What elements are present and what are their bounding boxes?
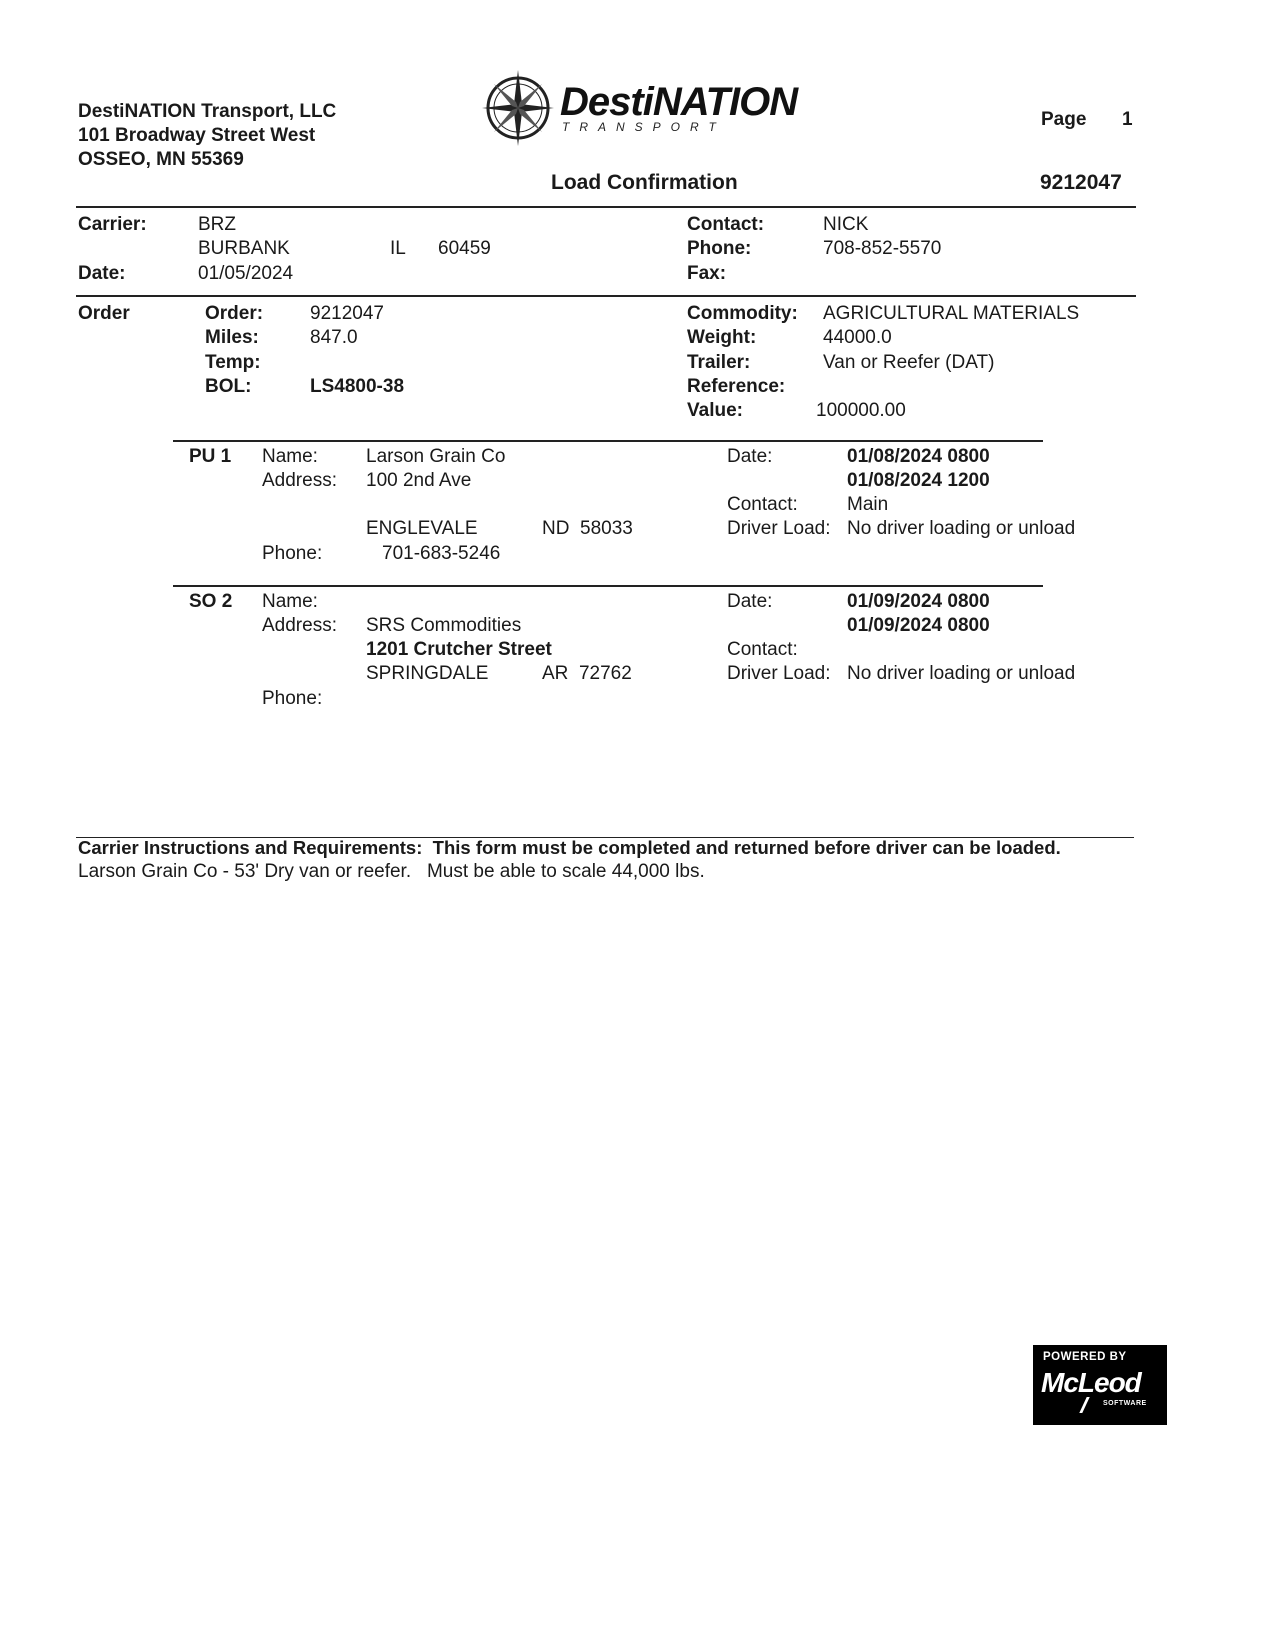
stop-state-zip: AR 72762	[542, 663, 632, 684]
stop-name-label: Name:	[262, 591, 318, 612]
stop-phone-label: Phone:	[262, 688, 323, 709]
instructions-text: Larson Grain Co - 53' Dry van or reefer. Must be able to scale 44,000 lbs.	[78, 861, 705, 882]
stop-name-label: Name:	[262, 446, 318, 467]
stop-code: PU 1	[189, 446, 232, 467]
stop-address-line2: 1201 Crutcher Street	[366, 639, 552, 660]
carrier-name: BRZ	[198, 214, 236, 235]
miles-label: Miles:	[205, 327, 259, 348]
stop-driver-load: No driver loading or unload	[847, 518, 1076, 539]
stop-address-line1: SRS Commodities	[366, 615, 522, 636]
order-number: 9212047	[310, 303, 384, 324]
stop-divider	[173, 585, 1043, 587]
stop-address-line1: 100 2nd Ave	[366, 470, 472, 491]
value-amount: 100000.00	[816, 400, 906, 421]
badge-powered-by: POWERED BY	[1043, 1351, 1127, 1363]
stop-state-zip: ND 58033	[542, 518, 633, 539]
company-logo	[478, 66, 818, 156]
logo-wordmark: DestiNATION	[560, 80, 798, 124]
trailer-value: Van or Reefer (DAT)	[823, 352, 995, 373]
stop-contact: Main	[847, 494, 889, 515]
stop-driver-load-label: Driver Load:	[727, 663, 831, 684]
document-title: Load Confirmation	[551, 171, 738, 194]
stop-address-label: Address:	[262, 470, 337, 491]
carrier-city: BURBANK	[198, 238, 290, 259]
weight-label: Weight:	[687, 327, 757, 348]
stop-divider	[173, 440, 1043, 442]
company-city-state-zip: OSSEO, MN 55369	[78, 149, 244, 170]
instructions-heading: Carrier Instructions and Requirements: This form must be completed and returned before driver can be loaded.	[78, 837, 1061, 858]
stop-date-end: 01/08/2024 1200	[847, 470, 990, 491]
stop-date-start: 01/08/2024 0800	[847, 446, 990, 467]
document-number: 9212047	[1040, 171, 1122, 194]
company-street: 101 Broadway Street West	[78, 125, 316, 146]
stop-contact-label: Contact:	[727, 494, 798, 515]
trailer-label: Trailer:	[687, 352, 751, 373]
bol-value: LS4800-38	[310, 376, 405, 397]
badge-brand: McLeod	[1041, 1367, 1141, 1398]
badge-slash	[1079, 1397, 1089, 1413]
carrier-date: 01/05/2024	[198, 263, 294, 284]
bol-label: BOL:	[205, 376, 252, 397]
stop-phone: 701-683-5246	[382, 543, 501, 564]
carrier-fax-label: Fax:	[687, 263, 727, 284]
stop-driver-load: No driver loading or unload	[847, 663, 1076, 684]
stop-name: Larson Grain Co	[366, 446, 506, 467]
stop-contact-label: Contact:	[727, 639, 798, 660]
stop-address-label: Address:	[262, 615, 337, 636]
stop-date-label: Date:	[727, 446, 773, 467]
stop-date-label: Date:	[727, 591, 773, 612]
temp-label: Temp:	[205, 352, 261, 373]
carrier-label: Carrier:	[78, 214, 147, 235]
stop-date-start: 01/09/2024 0800	[847, 591, 990, 612]
stop-phone-label: Phone:	[262, 543, 323, 564]
logo-subtext: TRANSPORT	[562, 120, 726, 134]
carrier-state: IL	[390, 238, 406, 259]
page-label: Page	[1041, 109, 1087, 130]
commodity-label: Commodity:	[687, 303, 798, 324]
stop-city: SPRINGDALE	[366, 663, 489, 684]
stop-code: SO 2	[189, 591, 233, 612]
carrier-phone: 708-852-5570	[823, 238, 942, 259]
stop-driver-load-label: Driver Load:	[727, 518, 831, 539]
carrier-contact-label: Contact:	[687, 214, 765, 235]
value-label: Value:	[687, 400, 743, 421]
carrier-contact: NICK	[823, 214, 869, 235]
stop-date-end: 01/09/2024 0800	[847, 615, 990, 636]
carrier-zip: 60459	[438, 238, 491, 259]
carrier-date-label: Date:	[78, 263, 126, 284]
reference-label: Reference:	[687, 376, 786, 397]
miles-value: 847.0	[310, 327, 358, 348]
order-number-label: Order:	[205, 303, 264, 324]
stop-city: ENGLEVALE	[366, 518, 478, 539]
weight-value: 44000.0	[823, 327, 892, 348]
commodity-value: AGRICULTURAL MATERIALS	[823, 303, 1080, 324]
order-section-label: Order	[78, 303, 130, 324]
compass-rose-icon	[478, 66, 558, 150]
carrier-phone-label: Phone:	[687, 238, 752, 259]
company-name: DestiNATION Transport, LLC	[78, 101, 337, 122]
page-number: 1	[1122, 109, 1133, 130]
badge-software: SOFTWARE	[1103, 1400, 1147, 1407]
title-divider	[76, 206, 1136, 208]
mcleod-logo-icon	[1033, 1345, 1167, 1425]
carrier-divider	[76, 295, 1136, 297]
